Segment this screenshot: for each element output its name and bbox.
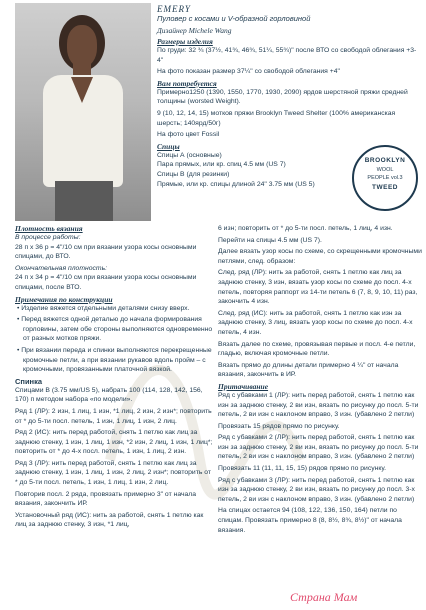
instruction: Вязать прямо до длины детали примерно 4 ¼" от начала вязания, закончить в ИР. [218, 361, 399, 379]
back-step: Ряд 2 (ИС): нить перед работой, снять 1 петлю как лиц за заднюю стенку, 1 изн, 1 лиц, 1 изн, *2 изн, 2 лиц, 1 изн, 1 лиц*; повторить от * до 4-х посл. петель, 1 изн, 1 лиц, 2 изн. [15, 429, 213, 456]
designer-name: Дизайнер Michele Wang [157, 26, 232, 35]
shaping-heading: Притачивание [218, 381, 269, 391]
needles-b-size: Прямые, или кр. спицы длиной 24" 3.75 мм (US 5) [157, 180, 315, 188]
model-photo [15, 3, 151, 221]
back-heading: Спинка [15, 376, 43, 386]
back-step: Ряд 1 (ЛР): 2 изн, 1 лиц, 1 изн, *1 лиц, 2 изн, 2 изн*; повторить от * до 5-ти посл. петель, 1 изн, 1 лиц, 1 изн, 2 лиц. [15, 407, 212, 425]
yarn-amount: Примерно1250 (1390, 1550, 1770, 1930, 2090) ярдов шерстяной пряжи средней толщины (worsted Weight). [157, 88, 408, 106]
brooklyn-tweed-logo: BROOKLYN WOOL PEOPLE vol.3 TWEED [352, 145, 418, 211]
instruction: Ряд с убавками 2 (ЛР): нить перед работой, снять 1 петлю как изн за заднюю стенку, 2 ви изн, вязать по рисунку до посл. 5-ти петель, 2 ви изн с наклоном вправо, 3 изн. (убавлено 2 петли) [218, 434, 419, 461]
notes-heading: Примечания по конструкции [15, 294, 113, 304]
needles-b: Спицы В (для резинки) [157, 170, 230, 178]
yarn-skeins: 9 (10, 12, 14, 15) мотков пряжи Brooklyn Tweed Shelter (100% американская шерсть; 140ярд/50г) [157, 109, 396, 127]
pattern-title: EMERY [157, 4, 191, 14]
shown-size: На фото показан размер 37¼" со свободой облегания +4" [157, 68, 340, 76]
instruction: Далее вязать узор косы по схеме, со скрещенными кромочными петлями, след. образом: [218, 248, 422, 265]
chest-size: По груди: 32 ¾ (37½, 41¾, 46¾, 51¼, 55¾)" после ВТО со свободой облегания +3-4" [157, 47, 417, 64]
instruction: На спицах остается 94 (108, 122, 136, 150, 164) петли по спицам. Провязать примерно 8 (8, 8½, 8¾, 8½)" от начала вязания. [218, 507, 402, 534]
materials-heading: Вам потребуется [157, 78, 217, 88]
pattern-subtitle: Пуловер с косами и V-образной горловиной [157, 14, 311, 23]
instruction: Ряд с убавками 3 (ЛР): нить перед работой, снять 1 петлю как изн за заднюю стенку, 2 ви изн, вязать по рисунку до посл. 3-х петель, 2 ви изн с наклоном вправо, 3 изн. (убавлено 2 петли) [218, 476, 415, 503]
instruction: Провязать 11 (11, 11, 15, 15) рядов прямо по рисунку. [218, 465, 387, 473]
density-label-1: В процессе работы: [15, 234, 81, 241]
instruction: Перейти на спицы 4.5 мм (US 7). [218, 236, 322, 244]
instruction: Ряд с убавками 1 (ЛР): нить перед работой, снять 1 петлю как изн за заднюю стенку, 2 ви изн, вязать по рисунку до посл. 5-ти петель, 2 ви изн с наклоном вправо, 3 изн. (убавлено 2 петли) [218, 391, 419, 419]
site-watermark: Страна Мам [290, 590, 358, 604]
note-item: • Изделие вяжется отдельными деталями снизу вверх. [17, 304, 190, 312]
sizes-heading: Размеры изделия [157, 37, 213, 46]
instruction: След. ряд (ИС): нить за работой, снять 1 петлю как изн за заднюю стенку, 3 лиц, вязать узор косы по схеме до посл. 4-х петель, 4 изн. [218, 309, 413, 336]
left-column [15, 224, 215, 532]
back-step: Спицами В (3.75 мм/US 5), набрать 100 (114, 128, 142, 156, 170) п методом набора «по модели». [15, 386, 203, 404]
density-label-2: Окончательная плотность: [15, 264, 108, 272]
density-value-1: 28 п х 36 р = 4"/10 см при вязании узора косы основными спицами, до ВТО. [15, 243, 197, 261]
density-value-2: 24 п х 34 р = 4"/10 см при вязании узора косы основными спицами, после ВТО. [15, 274, 197, 291]
yarn-color: На фото цвет Fossil [157, 131, 220, 139]
instruction: Вязать далее по схеме, провязывая первые и посл. 4-е петли, гладью, включая кромочные петли. [218, 340, 416, 358]
note-item: • При вязании переда и спинки выполняются перекрещенные кромочные петли, а при вязании рукавов вдоль пройм – с кромочными, провязанными платочной вязкой. [17, 346, 212, 374]
note-item: • Перед вяжется одной деталью до начала формирования горловины, затем обе стороны выполняются одновременно от разных мотков пряжи. [17, 316, 213, 343]
instruction: 6 изн; повторить от * до 5-ти посл. петель, 1 лиц, 4 изн. [218, 225, 393, 232]
back-step: Повторив посл. 2 ряда, провязать примерно 3" от начала вязания, закончить ИР. [15, 490, 197, 508]
needles-a-size: Пара прямых, или кр. спиц 4.5 мм (US 7) [157, 161, 286, 169]
instruction: След. ряд (ЛР): нить за работой, снять 1 петлю как лиц за заднюю стенку, 3 изн, вязать узор косы по схеме до посл. 4-х петель, повторяя раппорт из 14-ти петель 6 (7, 8, 9, 10, 11) раз, закончить 4 изн. [218, 269, 418, 306]
back-step: Установочный ряд (ИС): нить за работой, снять 1 петлю как лиц за заднюю стенку, 3 изн, *1 лиц, [15, 511, 204, 529]
needles-heading: Спицы [157, 141, 180, 151]
density-heading: Плотность вязания [15, 224, 83, 233]
back-step: Ряд 3 (ЛР): нить перед работой, снять 1 петлю как лиц за заднюю стенку, 1 изн, 1 лиц, 1 изн, 2 лиц, 2 изн*; повторить от * до 5-ти посл. петель, 1 изн, 1 лиц, 1 изн, 2 лиц. [15, 459, 211, 487]
right-column [218, 224, 422, 537]
needles-a: Спицы А (основные) [157, 151, 222, 159]
instruction: Провязать 15 рядов прямо по рисунку. [218, 422, 340, 430]
